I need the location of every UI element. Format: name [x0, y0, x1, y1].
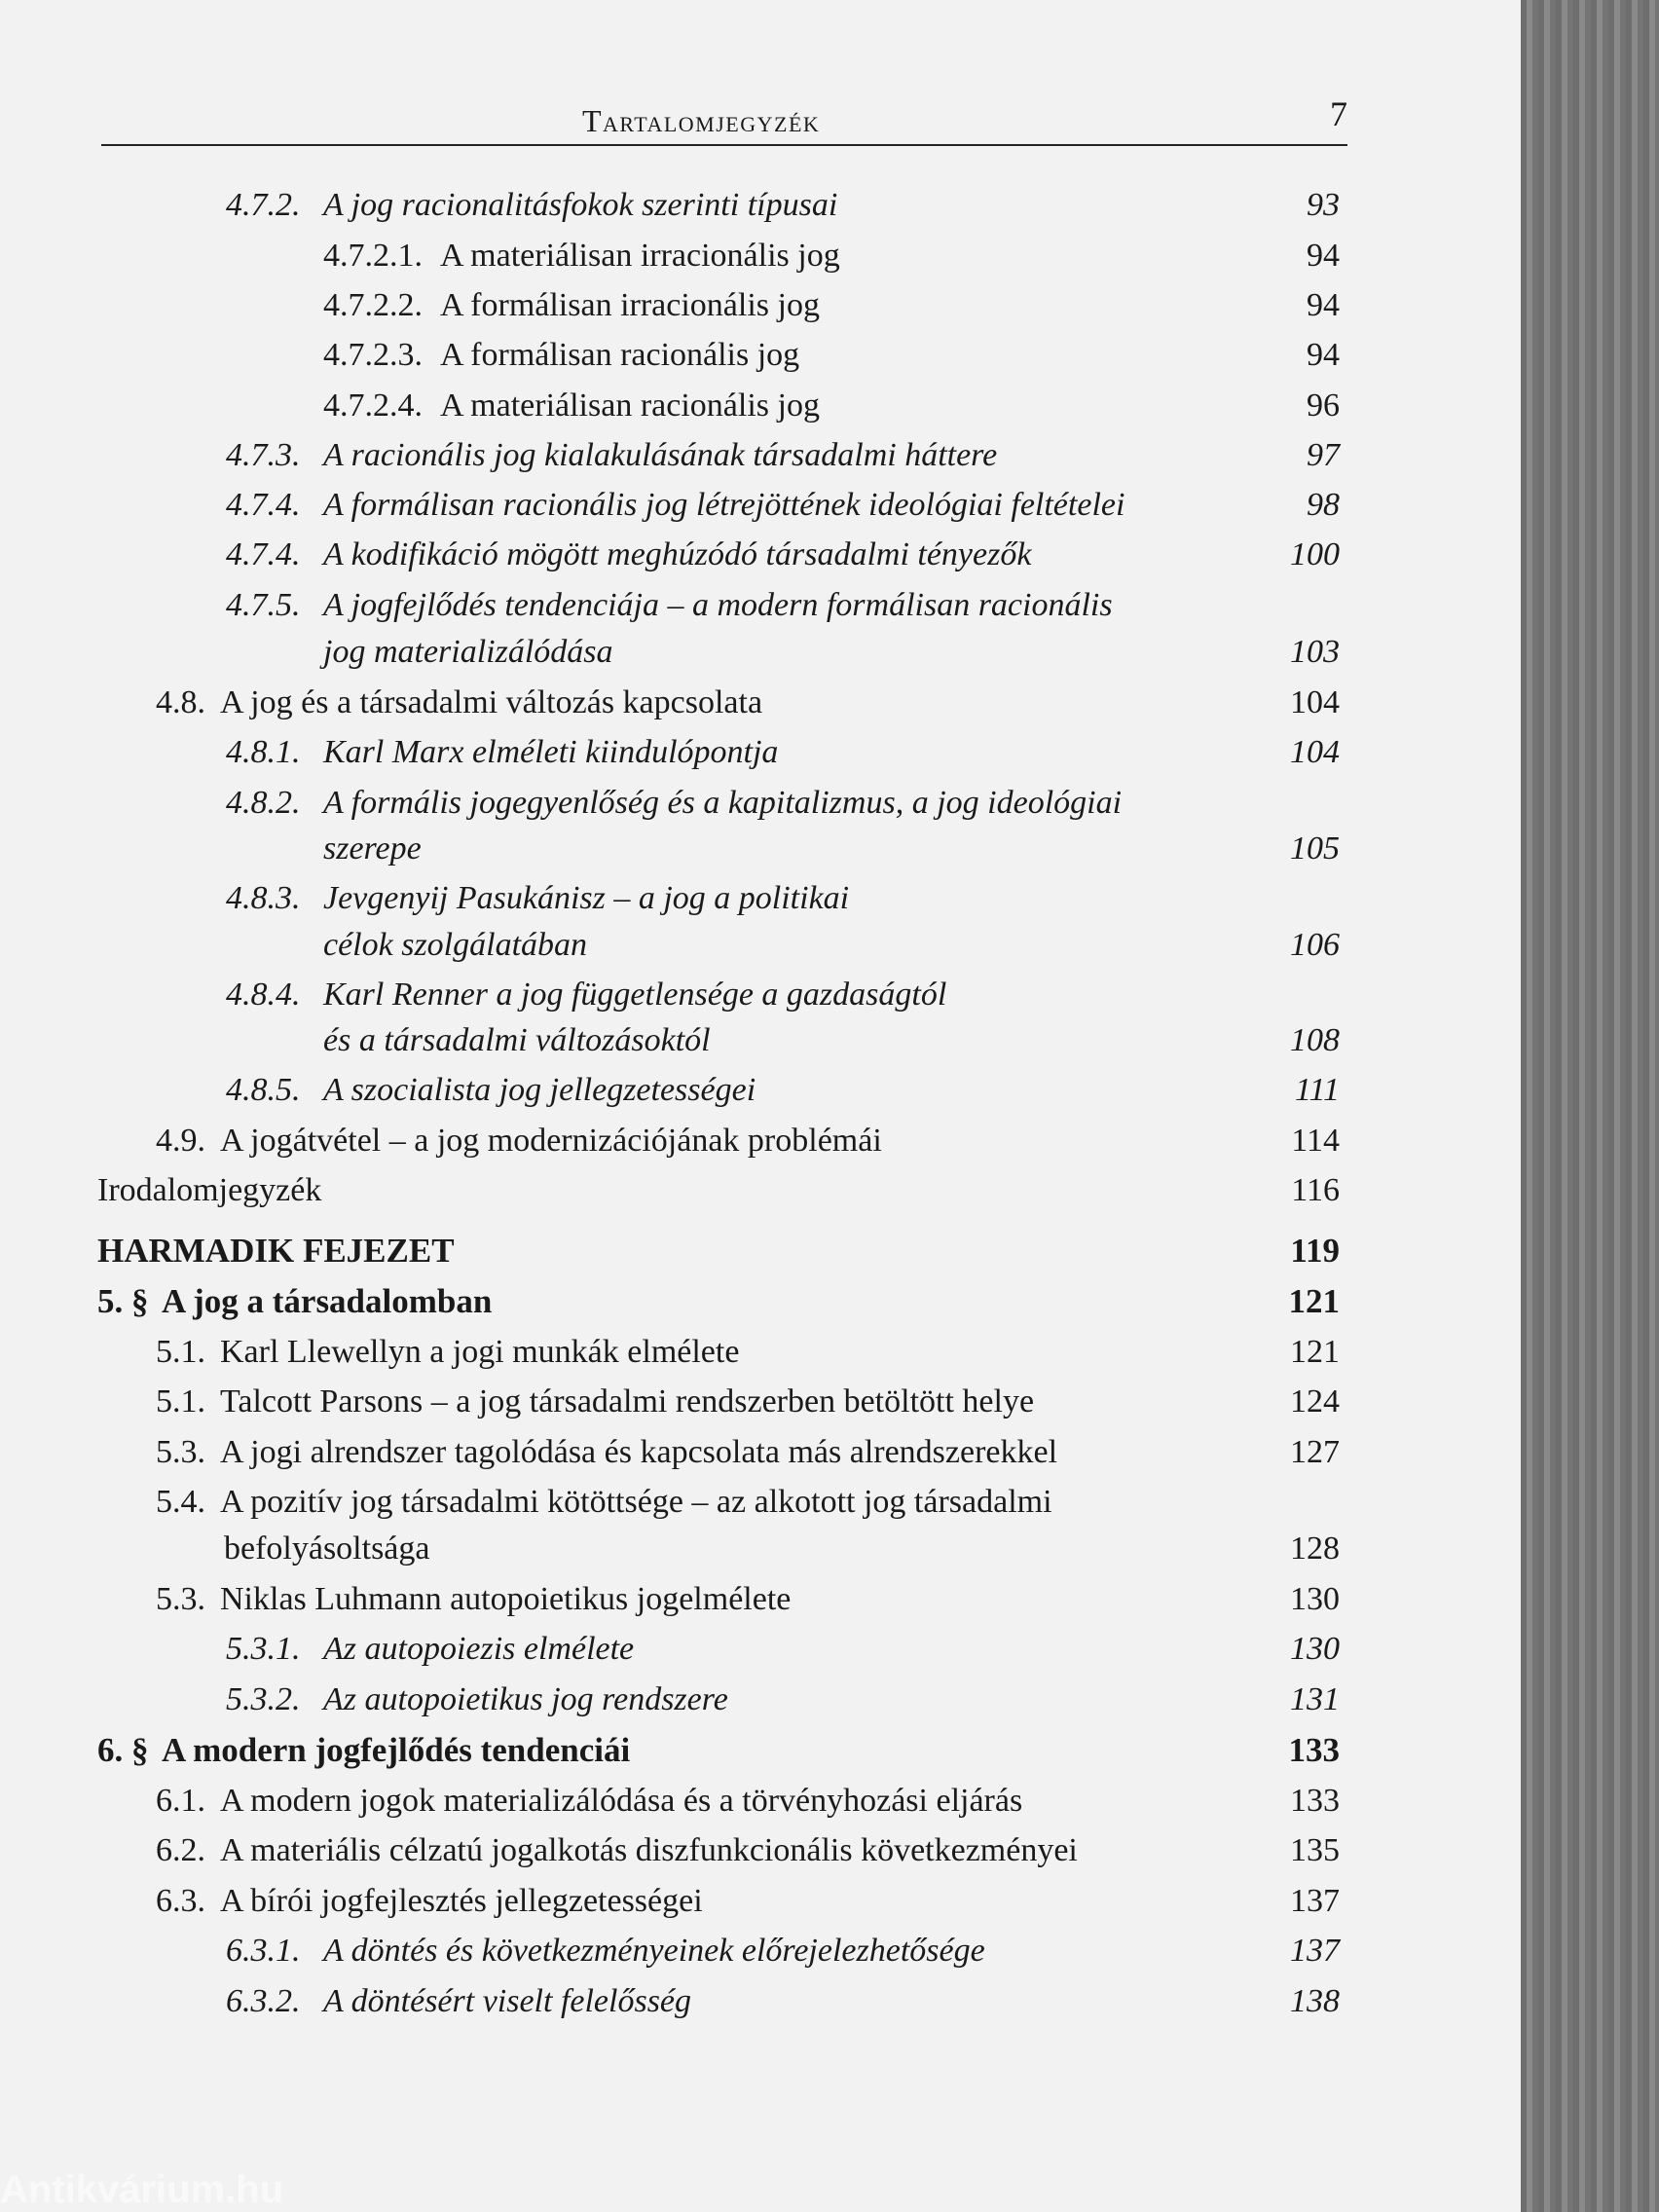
entry-page: 98	[1307, 487, 1340, 523]
entry-title-continuation: jog materializálódása	[323, 634, 613, 670]
entry-number: 4.9.	[156, 1123, 205, 1159]
entry-page: 106	[1290, 927, 1340, 963]
entry-title: A döntés és következményeinek előrejelezhetősége	[323, 1933, 985, 1969]
entry-number: 6.3.	[156, 1883, 205, 1919]
entry-page: 131	[1290, 1681, 1340, 1717]
entry-number: 4.7.4.	[226, 536, 301, 572]
entry-page: 114	[1291, 1123, 1340, 1159]
entry-page: 94	[1307, 287, 1340, 323]
entry-page: 97	[1307, 437, 1340, 473]
entry-page: 104	[1290, 734, 1340, 770]
entry-title: A modern jogfejlődés tendenciái	[162, 1731, 631, 1769]
entry-page: 124	[1290, 1383, 1340, 1419]
entry-page: 127	[1290, 1434, 1340, 1470]
entry-page: 128	[1290, 1530, 1340, 1567]
entry-page: 94	[1307, 337, 1340, 373]
entry-number: 6. §	[97, 1731, 149, 1769]
entry-title: A formálisan racionális jog létrejöttének ideológiai feltételei	[323, 487, 1125, 523]
entry-page: 133	[1288, 1731, 1340, 1769]
entry-page: 100	[1290, 536, 1340, 572]
entry-page: 137	[1290, 1883, 1340, 1919]
entry-title: A jogi alrendszer tagolódása és kapcsolata más alrendszerekkel	[220, 1434, 1058, 1470]
entry-title-continuation: célok szolgálatában	[323, 927, 588, 963]
entry-title: HARMADIK FEJEZET	[97, 1232, 455, 1270]
watermark: Antikvárium.hu	[0, 2168, 284, 2211]
entry-title: A jog racionalitásfokok szerinti típusai	[323, 187, 838, 223]
entry-number: 4.8.1.	[226, 734, 301, 770]
entry-title: A jogátvétel – a jog modernizációjának problémái	[220, 1123, 882, 1159]
entry-page: 93	[1307, 187, 1340, 223]
entry-number: 5.3.	[156, 1581, 205, 1617]
entry-title: A szocialista jog jellegzetességei	[323, 1072, 756, 1108]
entry-number: 5.3.1.	[226, 1631, 301, 1667]
entry-number: 5.4.	[156, 1484, 205, 1520]
running-header	[101, 94, 1347, 146]
entry-title-continuation: szerepe	[323, 830, 422, 866]
entry-page: 104	[1290, 684, 1340, 720]
entry-title: Karl Renner a jog függetlensége a gazdaságtól	[323, 977, 947, 1013]
entry-title: A materiálisan racionális jog	[440, 387, 820, 424]
entry-number: 4.8.3.	[226, 880, 301, 916]
entry-page: 137	[1290, 1933, 1340, 1969]
entry-page: 94	[1307, 238, 1340, 274]
entry-title: Jevgenyij Pasukánisz – a jog a politikai	[323, 880, 850, 916]
entry-title: A materiálisan irracionális jog	[440, 238, 840, 274]
entry-number: 4.7.2.4.	[323, 387, 423, 424]
entry-page: 135	[1290, 1832, 1340, 1868]
entry-number: 6.1.	[156, 1783, 205, 1819]
header-page-number: 7	[1330, 94, 1347, 133]
entry-number: 4.7.4.	[226, 487, 301, 523]
entry-title: Karl Llewellyn a jogi munkák elmélete	[220, 1334, 740, 1370]
entry-title: A jog a társadalomban	[162, 1282, 493, 1320]
entry-title: A formálisan racionális jog	[440, 337, 800, 373]
entry-page: 108	[1290, 1022, 1340, 1058]
entry-number: 4.7.2.3.	[323, 337, 423, 373]
entry-title: A jog és a társadalmi változás kapcsolata	[220, 684, 763, 720]
entry-page: 130	[1290, 1581, 1340, 1617]
entry-number: 4.8.4.	[226, 977, 301, 1013]
entry-number: 4.8.	[156, 684, 205, 720]
entry-title: A materiális célzatú jogalkotás diszfunkcionális következményei	[220, 1832, 1078, 1868]
entry-title: A jogfejlődés tendenciája – a modern formálisan racionális	[323, 587, 1113, 623]
entry-page: 121	[1288, 1282, 1340, 1320]
entry-page: 111	[1295, 1072, 1340, 1108]
entry-number: 5.3.2.	[226, 1681, 301, 1717]
entry-page: 138	[1290, 1983, 1340, 2019]
entry-number: 5.3.	[156, 1434, 205, 1470]
entry-title: A racionális jog kialakulásának társadalmi háttere	[323, 437, 998, 473]
entry-title-continuation: befolyásoltsága	[224, 1530, 430, 1567]
book-spine	[1521, 0, 1659, 2212]
entry-title: Talcott Parsons – a jog társadalmi rendszerben betöltött helye	[220, 1383, 1035, 1419]
entry-page: 121	[1290, 1334, 1340, 1370]
entry-number: 4.8.2.	[226, 785, 301, 821]
entry-number: 4.8.5.	[226, 1072, 301, 1108]
entry-number: 4.7.2.1.	[323, 238, 423, 274]
entry-page: 133	[1290, 1783, 1340, 1819]
entry-title: A formálisan irracionális jog	[440, 287, 820, 323]
entry-number: 6.2.	[156, 1832, 205, 1868]
entry-title: Az autopoiezis elmélete	[323, 1631, 635, 1667]
entry-number: 6.3.2.	[226, 1983, 301, 2019]
entry-title: Karl Marx elméleti kiindulópontja	[323, 734, 779, 770]
entry-number: 4.7.5.	[226, 587, 301, 623]
entry-title: Irodalomjegyzék	[97, 1172, 322, 1208]
entry-page: 116	[1291, 1172, 1340, 1208]
entry-title: A kodifikáció mögött meghúzódó társadalmi tényezők	[323, 536, 1032, 572]
entry-page: 119	[1290, 1232, 1340, 1270]
entry-number: 4.7.2.2.	[323, 287, 423, 323]
entry-page: 130	[1290, 1631, 1340, 1667]
entry-title-continuation: és a társadalmi változásoktól	[323, 1022, 711, 1058]
entry-title: A pozitív jog társadalmi kötöttsége – az alkotott jog társadalmi	[220, 1484, 1052, 1520]
entry-number: 6.3.1.	[226, 1933, 301, 1969]
entry-title: A formális jogegyenlőség és a kapitalizmus, a jog ideológiai	[323, 785, 1123, 821]
entry-title: A döntésért viselt felelősség	[323, 1983, 692, 2019]
entry-page: 96	[1307, 387, 1340, 424]
entry-page: 105	[1290, 830, 1340, 866]
entry-number: 4.7.2.	[226, 187, 301, 223]
entry-number: 4.7.3.	[226, 437, 301, 473]
entry-number: 5.1.	[156, 1383, 205, 1419]
entry-page: 103	[1290, 634, 1340, 670]
entry-title: A bírói jogfejlesztés jellegzetességei	[220, 1883, 703, 1919]
entry-title: Az autopoietikus jog rendszere	[323, 1681, 728, 1717]
header-title: Tartalomjegyzék	[582, 103, 821, 138]
entry-number: 5. §	[97, 1282, 149, 1320]
entry-title: Niklas Luhmann autopoietikus jogelmélete	[220, 1581, 792, 1617]
entry-number: 5.1.	[156, 1334, 205, 1370]
entry-title: A modern jogok materializálódása és a törvényhozási eljárás	[220, 1783, 1023, 1819]
